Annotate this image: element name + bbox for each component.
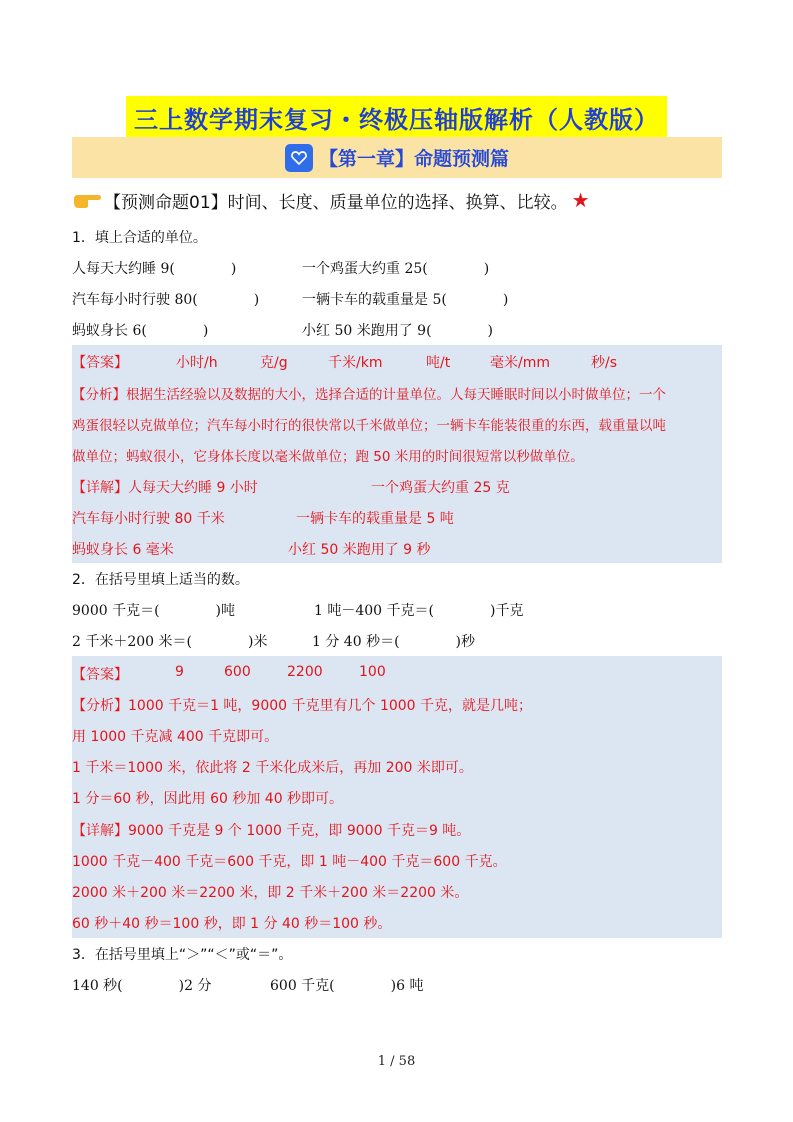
q3-prompt: 3．在括号里填上“＞”“＜”或“＝”。	[72, 947, 293, 963]
q1-analysis-line: 鸡蛋很轻以克做单位；汽车每小时行的很快常以千米做单位；一辆卡车能装很重的东西，载重量以吨	[72, 418, 666, 434]
q1-item: 汽车每小时行驶 80( )	[72, 292, 260, 308]
q1-answer: 秒/s	[591, 355, 618, 371]
q2-answer-label: 【答案】	[72, 667, 128, 683]
q2-analysis-line: 用 1000 千克减 400 千克即可。	[72, 729, 279, 745]
q2-detail-line: 60 秒＋40 秒＝100 秒，即 1 分 40 秒＝100 秒。	[72, 916, 392, 932]
q1-prompt: 1．填上合适的单位。	[72, 230, 207, 246]
q3-item: 600 千克( )6 吨	[270, 978, 424, 994]
q1-item: 一辆卡车的载重量是 5( )	[302, 292, 509, 308]
q1-detail: 一辆卡车的载重量是 5 吨	[296, 511, 454, 527]
q2-answer: 9	[175, 664, 184, 680]
q1-answer: 克/g	[260, 355, 288, 371]
title-wrap	[0, 96, 793, 139]
q2-detail-line: 1000 千克－400 千克＝600 千克，即 1 吨－400 千克＝600 千克。	[72, 854, 507, 870]
q1-detail: 汽车每小时行驶 80 千米	[72, 511, 225, 527]
page-number: 1 / 58	[377, 1054, 416, 1069]
q1-detail: 【详解】人每天大约睡 9 小时	[72, 480, 258, 496]
q1-item: 小红 50 米跑用了 9( )	[302, 323, 493, 339]
q1-answer-label: 【答案】	[72, 355, 128, 371]
q2-answer: 2200	[287, 664, 323, 680]
q1-item: 一个鸡蛋大约重 25( )	[302, 261, 490, 277]
q2-analysis-line: 1 千米＝1000 米，依此将 2 千米化成米后，再加 200 米即可。	[72, 760, 473, 776]
q2-item: 2 千米＋200 米＝( )米	[72, 634, 268, 650]
q1-detail: 小红 50 米跑用了 9 秒	[288, 542, 431, 558]
heart-icon	[285, 144, 313, 172]
pointing-hand-icon	[72, 190, 102, 210]
prediction-text: 【预测命题01】时间、长度、质量单位的选择、换算、比较。	[104, 192, 568, 213]
q1-item: 人每天大约睡 9( )	[72, 261, 237, 277]
q2-detail-line: 2000 米＋200 米＝2200 米，即 2 千米＋200 米＝2200 米。	[72, 885, 469, 901]
chapter-title: 【第一章】命题预测篇	[318, 148, 509, 170]
star-icon: ★	[571, 188, 590, 212]
q2-answer: 600	[224, 664, 251, 680]
q1-answer: 千米/km	[328, 355, 383, 371]
q1-answer: 小时/h	[176, 355, 218, 371]
page-title: 三上数学期末复习・终极压轴版解析（人教版）	[126, 96, 667, 139]
q1-analysis-line: 【分析】根据生活经验以及数据的大小，选择合适的计量单位。人每天睡眠时间以小时做单位；一个	[72, 387, 666, 403]
q2-detail-line: 【详解】9000 千克是 9 个 1000 千克，即 9000 千克＝9 吨。	[72, 823, 471, 839]
q1-detail: 蚂蚁身长 6 毫米	[72, 542, 174, 558]
chapter-banner	[72, 137, 722, 178]
q2-prompt: 2．在括号里填上适当的数。	[72, 572, 249, 588]
q2-item: 9000 千克＝( )吨	[72, 603, 236, 619]
q1-detail: 一个鸡蛋大约重 25 克	[371, 480, 510, 496]
q2-answer: 100	[359, 664, 386, 680]
q2-analysis-line: 1 分＝60 秒，因此用 60 秒加 40 秒即可。	[72, 791, 344, 807]
q2-item: 1 吨－400 千克＝( )千克	[314, 603, 524, 619]
q1-analysis-line: 做单位；蚂蚁很小，它身体长度以毫米做单位；跑 50 米用的时间很短常以秒做单位。	[72, 449, 584, 465]
q1-answer: 吨/t	[426, 355, 451, 371]
q1-answer: 毫米/mm	[490, 355, 550, 371]
q2-analysis-line: 【分析】1000 千克＝1 吨，9000 千克里有几个 1000 千克，就是几吨；	[72, 698, 533, 714]
q1-item: 蚂蚁身长 6( )	[72, 323, 209, 339]
q2-item: 1 分 40 秒＝( )秒	[312, 634, 475, 650]
q3-item: 140 秒( )2 分	[72, 978, 212, 994]
prediction-heading	[72, 185, 722, 215]
